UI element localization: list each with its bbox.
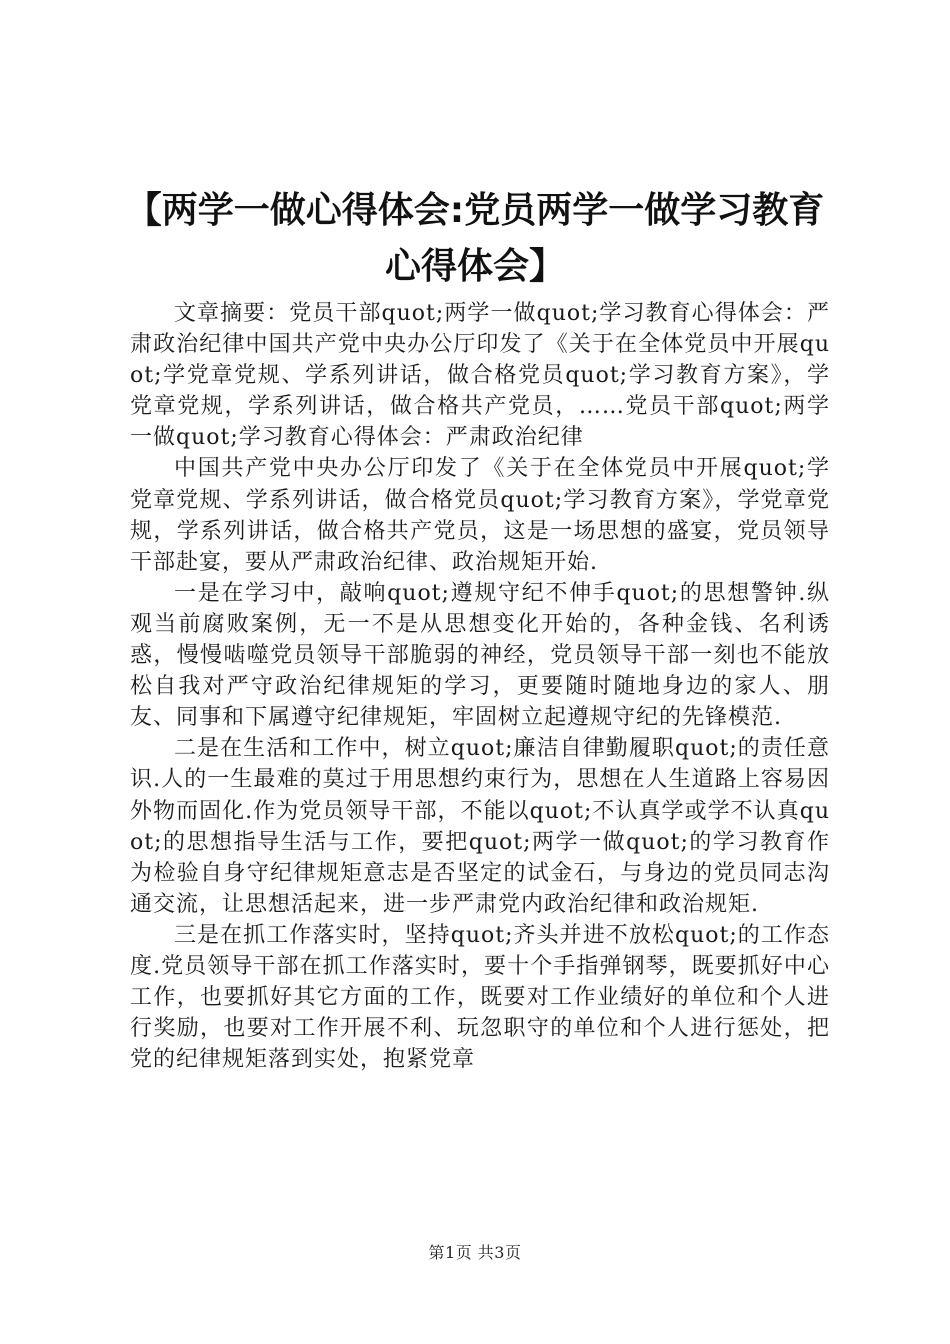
document-body bbox=[130, 298, 830, 1075]
paragraph-point-one: 一是在学习中，敲响quot;遵规守纪不伸手quot;的思想警钟.纵观当前腐败案例，无一不是从思想变化开始的，各种金钱、名利诱惑，慢慢啮噬党员领导干部脆弱的神经，党员领导干部一刻也不能放松自我对严守政治纪律规矩的学习，更要随时随地身边的家人、朋友、同事和下属遵守纪律规矩，牢固树立起遵规守纪的先锋模范. bbox=[130, 580, 830, 731]
paragraph-point-two: 二是在生活和工作中，树立quot;廉洁自律勤履职quot;的责任意识.人的一生最难的莫过于用思想约束行为，思想在人生道路上容易因外物而固化.作为党员领导干部，不能以quot;不认真学或学不认真quot;的思想指导生活与工作，要把quot;两学一做quot;的学习教育作为检验自身守纪律规矩意志是否坚定的试金石，与身边的党员同志沟通交流，让思想活起来，进一步严肃党内政治纪律和政治规矩. bbox=[130, 736, 830, 917]
document-title: 【两学一做心得体会:党员两学一做学习教育心得体会】 bbox=[125, 190, 825, 287]
page-number-footer: 第1页 共3页 bbox=[428, 1243, 522, 1262]
paragraph-abstract: 文章摘要：党员干部quot;两学一做quot;学习教育心得体会：严肃政治纪律中国共产党中央办公厅印发了《关于在全体党员中开展quot;学党章党规、学系列讲话，做合格党员quot;学习教育方案》，学党章党规，学系列讲话，做合格共产党员，……党员干部quot;两学一做quot;学习教育心得体会：严肃政治纪律 bbox=[130, 301, 831, 451]
paragraph-intro: 中国共产党中央办公厅印发了《关于在全体党员中开展quot;学党章党规、学系列讲话，做合格党员quot;学习教育方案》，学党章党规，学系列讲话，做合格共产党员，这是一场思想的盛宴，党员领导干部赴宴，要从严肃政治纪律、政治规矩开始. bbox=[130, 456, 830, 575]
paragraph-point-three: 三是在抓工作落实时，坚持quot;齐头并进不放松quot;的工作态度.党员领导干部在抓工作落实时，要十个手指弹钢琴，既要抓好中心工作，也要抓好其它方面的工作，既要对工作业绩好的单位和个人进行奖励，也要对工作开展不利、玩忽职守的单位和个人进行惩处，把党的纪律规矩落到实处，抱紧党章 bbox=[130, 922, 830, 1073]
